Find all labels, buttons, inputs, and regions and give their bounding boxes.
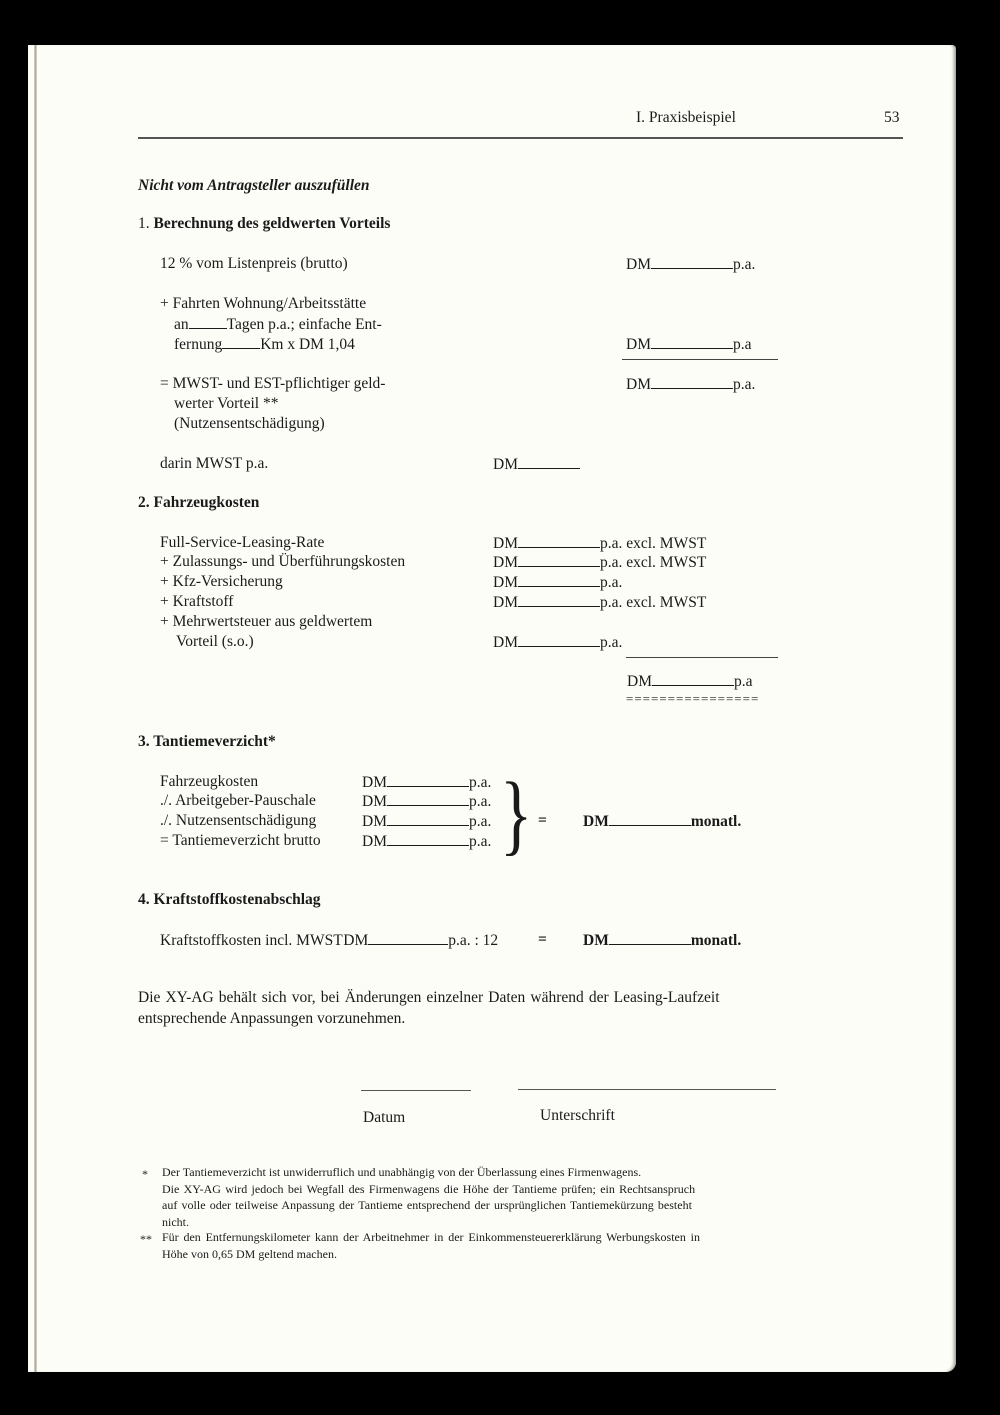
amount-blank[interactable] [652, 671, 734, 686]
s2-row-label: + Mehrwertsteuer aus geldwertem [160, 613, 373, 630]
an-label: an [174, 316, 189, 333]
suffix-label: p.a. [732, 376, 756, 393]
suffix-label: p.a. excl. MWST [599, 594, 707, 611]
s3-row-field[interactable] [362, 772, 491, 793]
amount-blank[interactable] [368, 930, 448, 945]
footnote1-line: nicht. [162, 1215, 189, 1229]
s2-row-field[interactable] [493, 592, 706, 613]
row-fahrten-field[interactable] [626, 334, 752, 355]
currency-label: DM [362, 793, 387, 810]
s2-row-label: + Kfz-Versicherung [160, 573, 283, 590]
section4-title: 4. Kraftstoffkostenabschlag [138, 891, 321, 908]
disclaimer-line1: Die XY-AG behält sich vor, bei Änderungen einzelner Daten während der Leasing-Laufzeit [138, 989, 720, 1006]
suffix-label: p.a. [599, 574, 623, 591]
suffix-label: p.a. [468, 813, 492, 830]
header-rule [138, 137, 903, 139]
amount-blank[interactable] [651, 254, 733, 269]
currency-label: DM [362, 833, 387, 850]
footnote2-line: Für den Entfernungskilometer kann der Arbeitnehmer in der Einkommensteuererklärung Werbungskosten in [162, 1230, 701, 1244]
tage-label: Tagen p.a.; einfache Ent- [226, 316, 382, 333]
tage-blank[interactable] [189, 314, 227, 329]
currency-label: DM [493, 554, 518, 571]
date-line[interactable] [361, 1090, 471, 1091]
s3-equals: = [538, 812, 547, 829]
sum-rule [622, 359, 778, 360]
amount-blank[interactable] [387, 811, 469, 826]
s4-row [160, 930, 498, 951]
s2-row-field[interactable] [493, 552, 706, 573]
suffix-label: p.a. [732, 256, 756, 273]
suffix-label: p.a. excl. MWST [599, 554, 707, 571]
row-fahrten-line3 [174, 334, 355, 355]
double-underline: ================ [626, 691, 760, 706]
amount-blank[interactable] [387, 831, 469, 846]
amount-blank[interactable] [518, 533, 600, 548]
disclaimer-line2: entsprechende Anpassungen vorzunehmen. [138, 1010, 406, 1027]
suffix-label: p.a. [599, 634, 623, 651]
s3-row-field[interactable] [362, 831, 491, 852]
date-label: Datum [363, 1109, 406, 1126]
running-title: I. Praxisbeispiel [636, 109, 736, 126]
s4-equals: = [538, 931, 547, 948]
km-rate-label: Km x DM 1,04 [260, 336, 355, 353]
s4-result-field[interactable] [583, 930, 741, 951]
amount-blank[interactable] [518, 572, 600, 587]
row-vorteil-line1: = MWST- und EST-pflichtiger geld- [160, 375, 386, 392]
footnote1-marker: * [142, 1167, 148, 1181]
amount-blank[interactable] [518, 592, 600, 607]
suffix-label: p.a. excl. MWST [599, 535, 707, 552]
intro-note: Nicht vom Antragsteller auszufüllen [138, 177, 370, 194]
row-vorteil-field[interactable] [626, 374, 755, 395]
s2-row-field[interactable] [493, 572, 622, 593]
footnote1-line: Die XY-AG wird jedoch bei Wegfall des Firmenwagens die Höhe der Tantieme prüfen; ein Rechtsanspruch [162, 1182, 696, 1196]
amount-blank[interactable] [651, 334, 733, 349]
page-gutter [34, 45, 37, 1372]
entfernung-label: fernung [174, 336, 223, 353]
amount-blank[interactable] [651, 374, 733, 389]
s3-result-field[interactable] [583, 811, 741, 832]
signature-line[interactable] [518, 1089, 776, 1090]
footnote1-line: Der Tantiemeverzicht ist unwiderruflich und unabhängig von der Überlassung eines Firmenwagens. [162, 1165, 642, 1179]
suffix-label: p.a. : 12 [448, 932, 499, 949]
amount-blank[interactable] [609, 930, 691, 945]
currency-label: DM [343, 932, 369, 949]
suffix-label: monatl. [690, 932, 742, 949]
s2-row-label: + Kraftstoff [160, 593, 234, 610]
currency-label: DM [627, 673, 652, 690]
currency-label: DM [583, 813, 609, 830]
currency-label: DM [626, 336, 651, 353]
s3-row-label: = Tantiemeverzicht brutto [160, 832, 321, 849]
s2-total-field[interactable] [627, 671, 753, 692]
row-darin-mwst-field[interactable] [493, 454, 580, 475]
row-darin-mwst-label: darin MWST p.a. [160, 455, 269, 472]
s3-row-label: ./. Arbeitgeber-Pauschale [160, 792, 316, 809]
suffix-label: monatl. [690, 813, 742, 830]
suffix-label: p.a. [468, 793, 492, 810]
suffix-label: p.a. [468, 833, 492, 850]
currency-label: DM [583, 932, 609, 949]
amount-blank[interactable] [387, 772, 469, 787]
section3-title: 3. Tantiemeverzicht* [138, 733, 276, 750]
amount-blank[interactable] [518, 552, 600, 567]
s2-row-field[interactable] [493, 533, 706, 554]
section1-title [138, 214, 390, 234]
currency-label: DM [626, 376, 651, 393]
signature-label: Unterschrift [540, 1107, 615, 1124]
row-listenpreis-label: 12 % vom Listenpreis (brutto) [160, 255, 348, 272]
row-fahrten-line1: + Fahrten Wohnung/Arbeitsstätte [160, 295, 367, 312]
currency-label: DM [626, 256, 651, 273]
currency-label: DM [362, 774, 387, 791]
row-listenpreis-field[interactable] [626, 254, 755, 275]
currency-label: DM [493, 594, 518, 611]
row-vorteil-line2: werter Vorteil ** [174, 395, 279, 412]
row-fahrten-line2 [174, 314, 382, 335]
suffix-label: p.a [733, 673, 753, 690]
currency-label: DM [493, 574, 518, 591]
footnote1-line: auf volle oder teilweise Anpassung der Tantieme entsprechend der ursprünglichen Tantiemekürzung besteht [162, 1198, 692, 1212]
s3-row-label: ./. Nutzensentschädigung [160, 812, 317, 829]
s2-row-field[interactable] [493, 632, 622, 653]
km-blank[interactable] [222, 334, 260, 349]
s2-row-label: Full-Service-Leasing-Rate [160, 534, 325, 551]
sum-rule [626, 657, 778, 658]
suffix-label: p.a. [468, 774, 492, 791]
footnote2-marker: ** [140, 1232, 152, 1246]
currency-label: DM [493, 535, 518, 552]
section1-heading: Berechnung des geldwerten Vorteils [153, 215, 391, 232]
currency-label: DM [493, 634, 518, 651]
footnote2-line: Höhe von 0,65 DM geltend machen. [162, 1247, 337, 1261]
s3-row-label: Fahrzeugkosten [160, 773, 259, 790]
currency-label: DM [493, 456, 518, 473]
suffix-label: p.a [732, 336, 752, 353]
amount-blank[interactable] [609, 811, 691, 826]
amount-blank[interactable] [518, 632, 600, 647]
currency-label: DM [362, 813, 387, 830]
amount-blank[interactable] [387, 791, 469, 806]
amount-blank[interactable] [518, 454, 580, 469]
curly-brace: } [500, 765, 533, 864]
s2-row-label: Vorteil (s.o.) [176, 633, 254, 650]
section2-title: 2. Fahrzeugkosten [138, 494, 260, 511]
s3-row-field[interactable] [362, 811, 491, 832]
page-number: 53 [884, 109, 900, 126]
s3-row-field[interactable] [362, 791, 491, 812]
s4-label: Kraftstoffkosten incl. MWST [160, 932, 343, 949]
section1-number: 1. [138, 215, 150, 232]
row-vorteil-line3: (Nutzensentschädigung) [174, 415, 325, 432]
s2-row-label: + Zulassungs- und Überführungskosten [160, 553, 406, 570]
